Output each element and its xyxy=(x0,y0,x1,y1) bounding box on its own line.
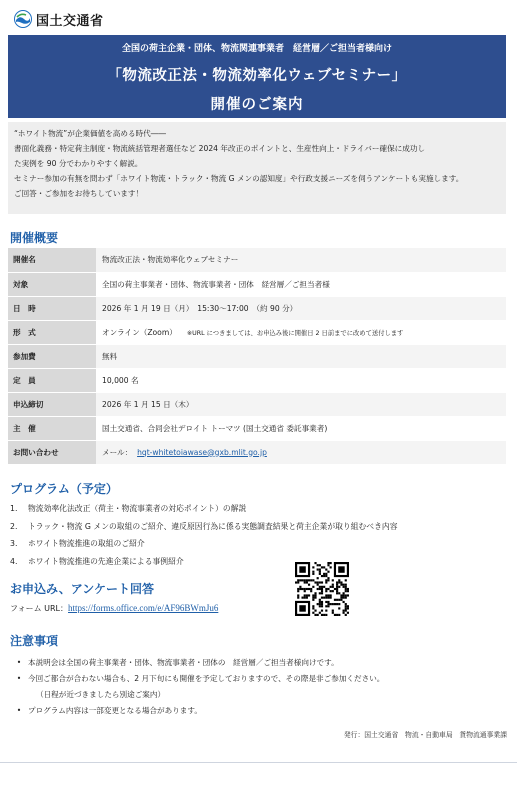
list-item: 1. 物流効率化法改正（荷主・物流事業者の対応ポイント）の解説 xyxy=(10,504,247,513)
row-value: 2026 年 1 月 19 日（月） 15:30～17:00 （約 90 分） xyxy=(96,296,506,320)
list-item: • 本説明会は全国の荷主事業者・団体、物流事業者・団体の 経営層／ご担当者様向けです。 xyxy=(16,658,339,667)
row-value: 2026 年 1 月 15 日（木） xyxy=(96,392,506,416)
row-key: お問い合わせ xyxy=(8,440,96,464)
notes-list xyxy=(10,655,384,719)
table-row xyxy=(8,416,506,440)
title-banner xyxy=(8,35,506,118)
qr-code-icon xyxy=(295,562,349,616)
table-row xyxy=(8,248,506,272)
row-value: 10,000 名 xyxy=(96,368,506,392)
form-url-row xyxy=(10,603,218,614)
ministry-logo xyxy=(14,8,104,30)
table-row xyxy=(8,320,506,344)
intro-line: セミナー参加の有無を問わず「ホワイト物流・トラック・物流 G メンの認知度」や行政支援ニーズを伺うアンケートも実施します。 xyxy=(14,174,464,183)
format-value: オンライン（Zoom） xyxy=(102,327,177,337)
table-row xyxy=(8,272,506,296)
row-key: 申込締切 xyxy=(8,392,96,416)
intro-line: 書面化義務・特定荷主制度・物流統括管理者選任など 2024 年改正のポイントと、生産性向上・ドライバー確保に成功し xyxy=(14,144,426,153)
form-url-label: フォーム URL： xyxy=(10,604,69,613)
contact-label: メール： xyxy=(102,447,133,457)
notes-heading: 注意事項 xyxy=(10,634,59,648)
banner-subtitle: 全国の荷主企業・団体、物流関連事業者 経営層／ご担当者様向け xyxy=(121,44,392,54)
row-value: 物流改正法・物流効率化ウェブセミナー xyxy=(96,248,506,272)
apply-heading: お申込み、アンケート回答 xyxy=(10,582,155,596)
list-item: 4. ホワイト物流推進の先進企業による事例紹介 xyxy=(10,556,184,566)
format-note: ※URL につきましては、お申込み後に開催日 2 日前までに改めて送付します xyxy=(186,329,404,337)
intro-box xyxy=(8,122,506,214)
row-value xyxy=(96,440,506,464)
divider xyxy=(0,762,517,763)
table-row xyxy=(8,296,506,320)
table-row xyxy=(8,392,506,416)
row-key: 定 員 xyxy=(8,368,96,392)
list-item: （日程が近づきましたら別途ご案内） xyxy=(36,690,166,699)
issuer-footer: 発行：国土交通省 物流・自動車局 貨物流通事業課 xyxy=(343,731,507,739)
row-key: 開催名 xyxy=(8,248,96,272)
row-value xyxy=(96,320,506,344)
list-item: • 今回ご都合が合わない場合も、2 月下旬にも開催を予定しておりますので、その際是非ご参加ください。 xyxy=(16,674,385,683)
table-row xyxy=(8,440,506,464)
program-heading: プログラム（予定） xyxy=(10,482,118,496)
intro-line: “ホワイト物流”が企業価値を高める時代―― xyxy=(14,129,166,138)
mlit-logo-icon xyxy=(14,10,32,28)
row-value: 無料 xyxy=(96,344,506,368)
row-value: 国土交通省、合同会社デロイト トーマツ (国土交通省 委託事業者) xyxy=(96,416,506,440)
row-key: 形 式 xyxy=(8,320,96,344)
row-value: 全国の荷主事業者・団体、物流事業者・団体 経営層／ご担当者様 xyxy=(96,272,506,296)
list-item: • プログラム内容は一部変更となる場合があります。 xyxy=(16,706,202,715)
intro-line: た実例を 90 分でわかりやすく解説。 xyxy=(14,159,143,168)
contact-email-link[interactable]: hqt-whitetoiawase@gxb.mlit.go.jp xyxy=(137,447,267,457)
list-item: 2. トラック・物流 G メンの取組のご紹介、違反原因行為に係る実態調査結果と荷主企業が取り組むべき内容 xyxy=(10,521,398,531)
row-key: 日 時 xyxy=(8,296,96,320)
overview-table xyxy=(8,248,506,465)
list-item: 3. ホワイト物流推進の取組のご紹介 xyxy=(10,539,145,548)
table-row xyxy=(8,368,506,392)
banner-title-line2: 開催のご案内 xyxy=(210,97,304,113)
program-list xyxy=(10,500,398,570)
overview-heading: 開催概要 xyxy=(10,231,59,245)
form-url-link[interactable]: https://forms.office.com/e/AF96BWmJu6 xyxy=(68,603,219,613)
ministry-name: 国土交通省 xyxy=(36,13,104,29)
row-key: 参加費 xyxy=(8,344,96,368)
intro-line: ご回答・ご参加をお待ちしています！ xyxy=(14,189,144,198)
table-row xyxy=(8,344,506,368)
banner-title-line1: 「物流改正法・物流効率化ウェブセミナー」 xyxy=(107,68,407,84)
row-key: 対象 xyxy=(8,272,96,296)
row-key: 主 催 xyxy=(8,416,96,440)
